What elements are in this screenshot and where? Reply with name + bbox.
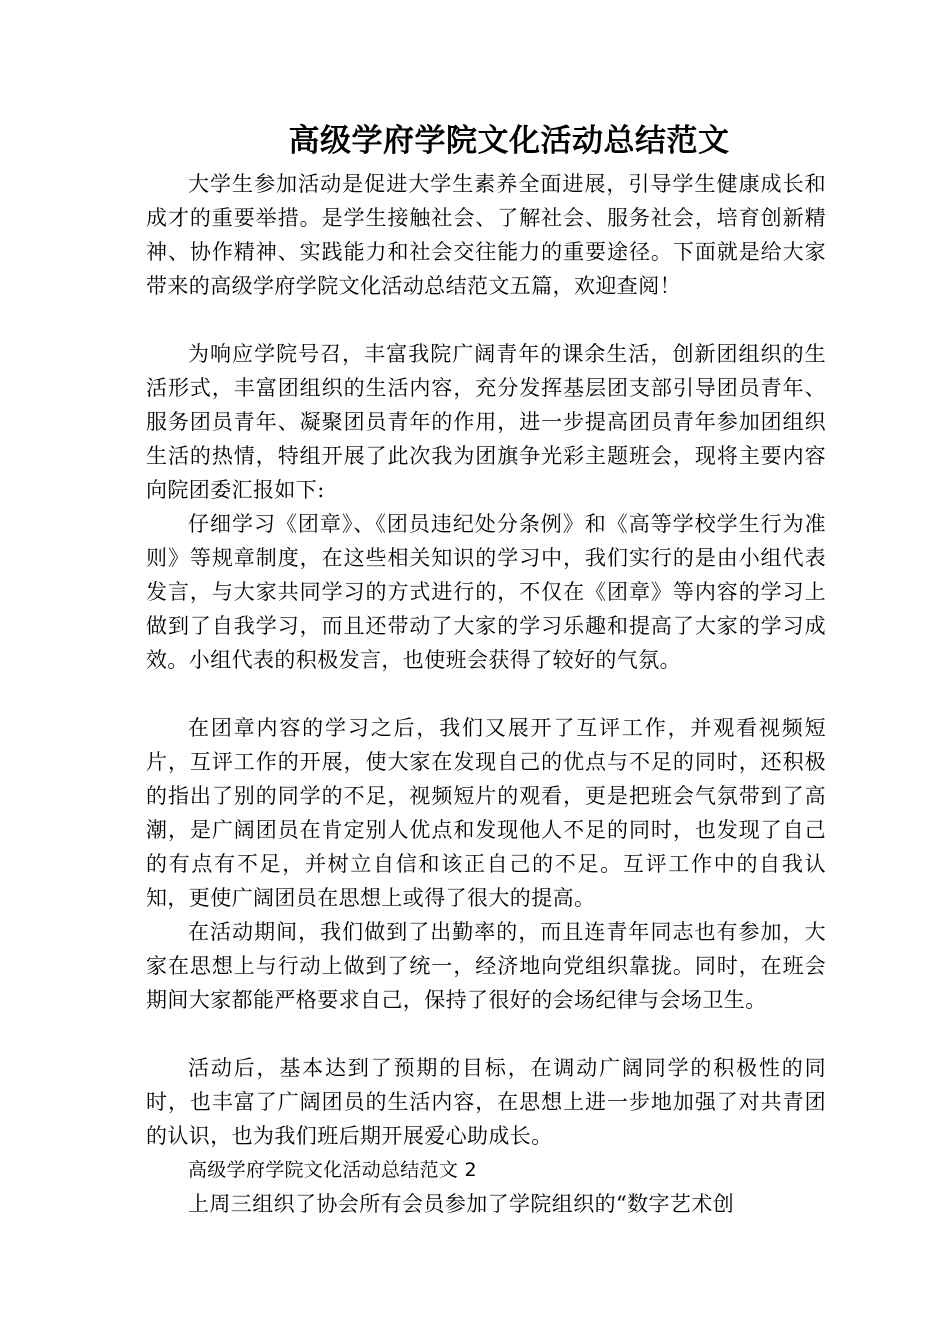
paragraph-review: 在团章内容的学习之后，我们又展开了互评工作，并观看视频短片，互评工作的开展，使大家在发现自己的优点与不足的同时，还积极的指出了别的同学的不足，视频短片的观看，更是把班会气氛带到了高潮，是广阔团员在肯定别人优点和发现他人不足的同时，也发现了自己的有点有不足，并树立自信和该正自己的不足。互评工作中的自我认知，更使广阔团员在思想上或得了很大的提高。 (146, 716, 826, 910)
paragraph-attendance: 在活动期间，我们做到了出勤率的，而且连青年同志也有参加，大家在思想上与行动上做到了统一，经济地向党组织靠拢。同时，在班会期间大家都能严格要求自己，保持了很好的会场纪律与会场卫生。 (146, 920, 826, 1012)
paragraph-response: 为响应学院号召，丰富我院广阔青年的课余生活，创新团组织的生活形式，丰富团组织的生活内容，充分发挥基层团支部引导团员青年、服务团员青年、凝聚团员青年的作用，进一步提高团员青年参加团组织生活的热情，特组开展了此次我为团旗争光彩主题班会，现将主要内容向院团委汇报如下: (146, 342, 826, 502)
document-body (146, 167, 826, 1221)
document-title: 高级学府学院文化活动总结范文 (288, 123, 730, 159)
paragraph-continued: 上周三组织了协会所有会员参加了学院组织的“数字艺术创 (188, 1192, 735, 1216)
paragraph-study: 仔细学习《团章》、《团员违纪处分条例》和《高等学校学生行为准则》等规章制度，在这些相关知识的学习中，我们实行的是由小组代表发言，与大家共同学习的方式进行的，不仅在《团章》等内容的学习上做到了自我学习，而且还带动了大家的学习乐趣和提高了大家的学习成效。小组代表的积极发言，也使班会获得了较好的气氛。 (146, 512, 826, 672)
section-heading: 高级学府学院文化活动总结范文 2 (188, 1159, 477, 1181)
paragraph-outcome: 活动后，基本达到了预期的目标，在调动广阔同学的积极性的同时，也丰富了广阔团员的生活内容，在思想上进一步地加强了对共青团的认识，也为我们班后期开展爱心助成长。 (146, 1056, 826, 1148)
paragraph-intro: 大学生参加活动是促进大学生素养全面进展，引导学生健康成长和成才的重要举措。是学生接触社会、了解社会、服务社会，培育创新精神、协作精神、实践能力和社会交往能力的重要途径。下面就是给大家带来的高级学府学院文化活动总结范文五篇，欢迎查阅！ (146, 172, 826, 298)
